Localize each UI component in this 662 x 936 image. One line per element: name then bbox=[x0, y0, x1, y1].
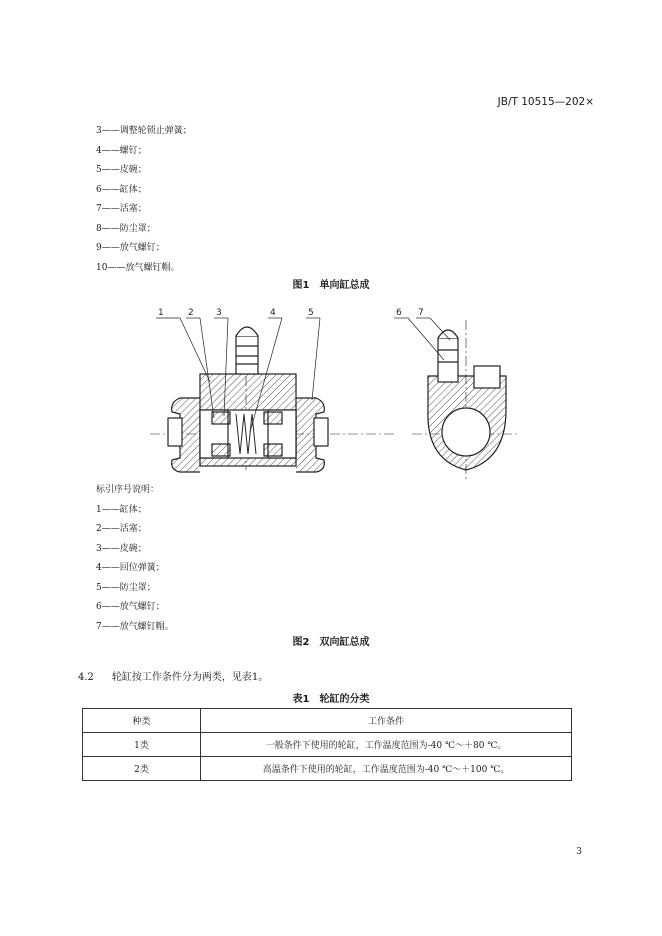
callout-4: 4 bbox=[270, 308, 276, 318]
callout-5: 5 bbox=[308, 308, 314, 318]
callout-3: 3 bbox=[216, 308, 222, 318]
legend-item: 7——活塞； bbox=[96, 204, 147, 214]
table-header-cell: 工作条件 bbox=[201, 709, 572, 733]
section-text: 轮缸按工作条件分为两类，见表1。 bbox=[111, 672, 269, 683]
legend-item: 6——缸体； bbox=[96, 184, 147, 195]
figure2-legend bbox=[96, 481, 174, 637]
table-cell: 一般条件下使用的轮缸，工作温度范围为-40 ℃～＋80 ℃。 bbox=[201, 733, 572, 757]
callout-2: 2 bbox=[188, 308, 194, 318]
legend-item: 4——螺钉； bbox=[96, 145, 147, 156]
table-row bbox=[83, 733, 572, 757]
legend-heading: 标引序号说明： bbox=[96, 485, 160, 495]
page-number: 3 bbox=[576, 847, 582, 857]
legend-item: 3——调整轮锁止弹簧； bbox=[96, 126, 192, 136]
table-cell: 2类 bbox=[83, 757, 201, 781]
section-4-2 bbox=[78, 668, 268, 683]
table-cell: 高温条件下使用的轮缸，工作温度范围为-40 ℃～＋100 ℃。 bbox=[201, 757, 572, 781]
legend-item: 4——回位弹簧； bbox=[96, 563, 165, 573]
legend-item: 5——防尘罩； bbox=[96, 582, 156, 593]
legend-item: 9——放气螺钉； bbox=[96, 243, 165, 253]
table-title: 表1 轮缸的分类 bbox=[292, 694, 370, 705]
callout-6: 6 bbox=[396, 308, 402, 318]
legend-item: 2——活塞； bbox=[96, 524, 147, 534]
legend-item: 1——缸体； bbox=[96, 504, 147, 515]
legend-item: 3——皮碗； bbox=[96, 543, 147, 554]
table-cell: 1类 bbox=[83, 733, 201, 757]
table-header-row bbox=[83, 709, 572, 733]
legend-item: 5——皮碗； bbox=[96, 165, 147, 175]
legend-item: 10——放气螺钉帽。 bbox=[96, 262, 180, 273]
table-header-cell: 种类 bbox=[83, 709, 201, 733]
callout-1: 1 bbox=[158, 308, 164, 318]
section-number: 4.2 bbox=[78, 672, 94, 683]
figure2-title: 图2 双向缸总成 bbox=[292, 637, 370, 648]
callout-7: 7 bbox=[418, 308, 424, 318]
legend-item: 6——放气螺钉； bbox=[96, 602, 165, 612]
legend-item: 8——防尘罩； bbox=[96, 223, 156, 234]
legend-item: 7——放气螺钉帽。 bbox=[96, 621, 174, 632]
figure1-title: 图1 单向缸总成 bbox=[292, 280, 370, 291]
classification-table bbox=[82, 708, 572, 781]
table-row bbox=[83, 757, 572, 781]
document-code: JB/T 10515—202× bbox=[497, 96, 594, 108]
